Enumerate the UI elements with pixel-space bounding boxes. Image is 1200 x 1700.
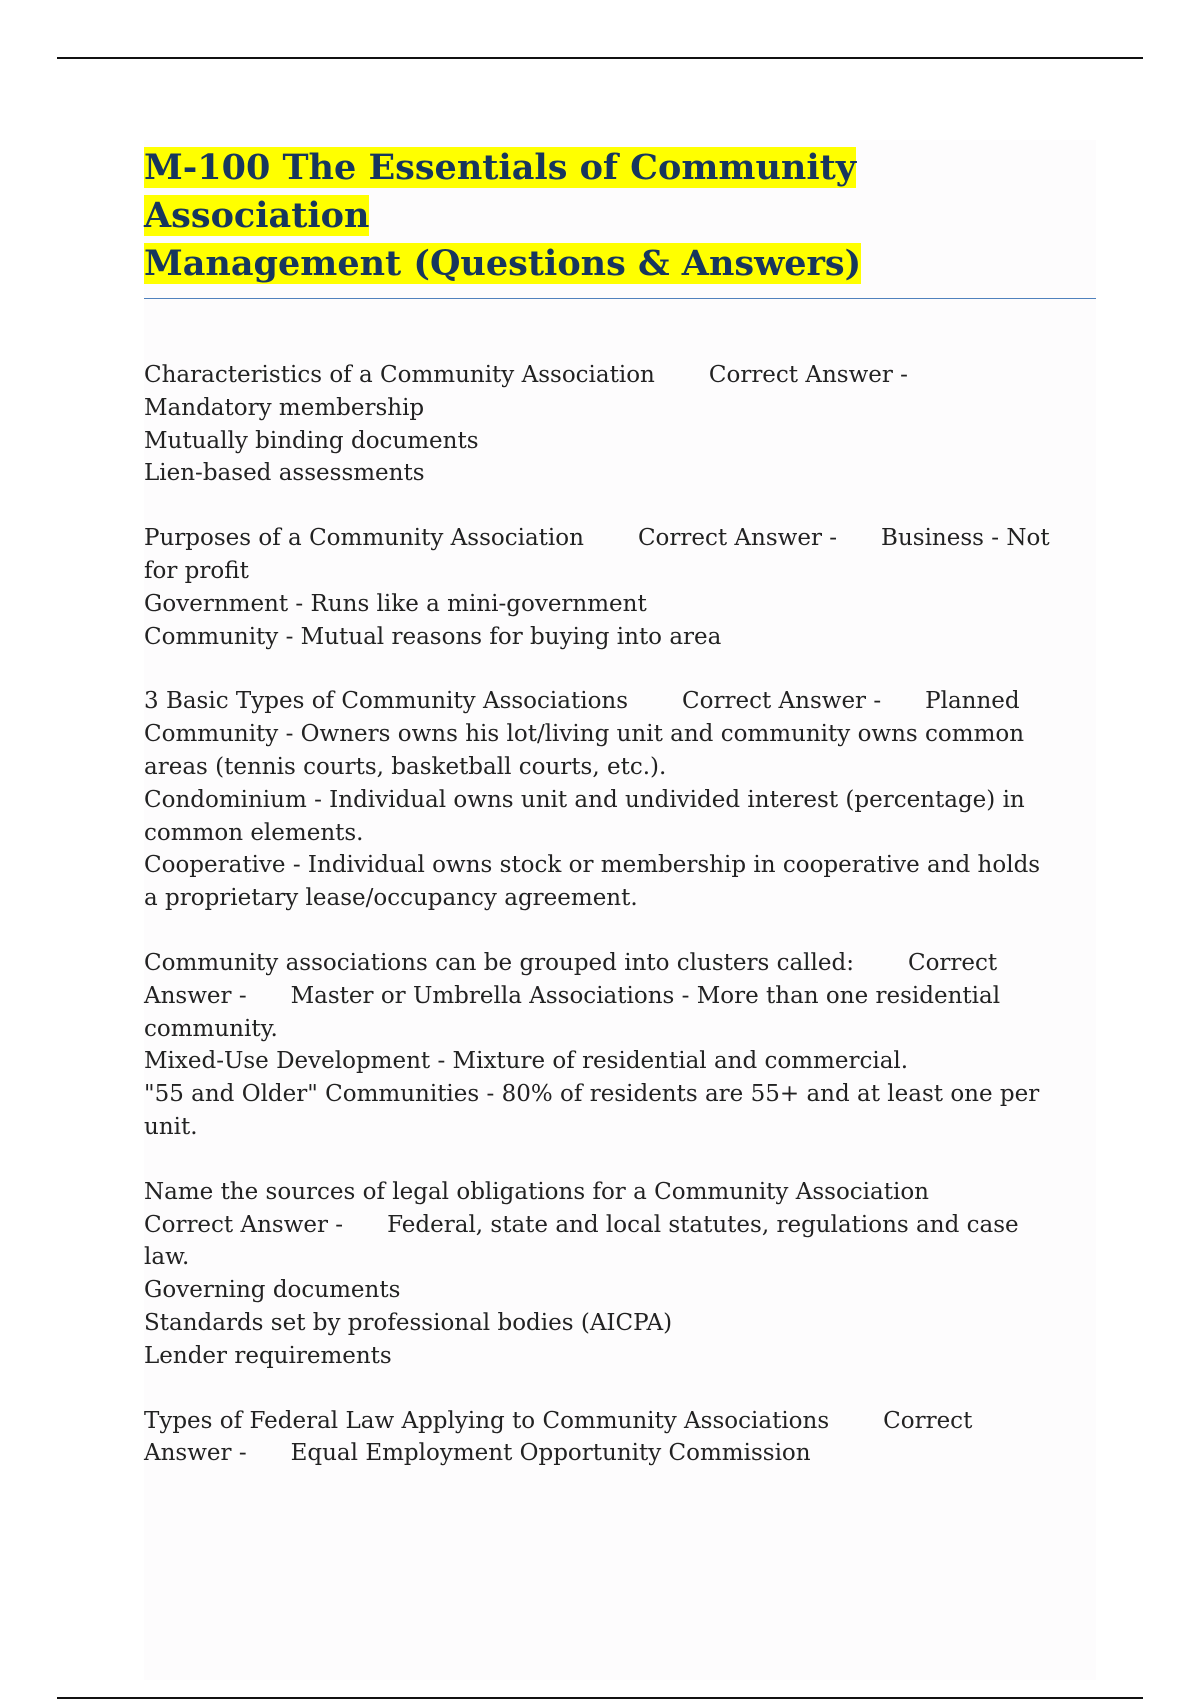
question-line: [144, 522, 1096, 555]
answer-line: "55 and Older" Communities - 80% of residents are 55+ and at least one per: [144, 1081, 1040, 1108]
question-text: Characteristics of a Community Association: [144, 362, 655, 388]
title-block: [144, 140, 1096, 299]
answer-line: Governing documents: [144, 1277, 401, 1304]
answer-line: for profit: [144, 557, 249, 584]
answer-line: Lender requirements: [144, 1342, 392, 1369]
answer-label-part: Correct: [907, 949, 998, 976]
question-line: [144, 947, 1096, 980]
answer-label-part: Correct: [883, 1407, 973, 1434]
document-title: [144, 147, 861, 284]
answer-text: Master or Umbrella Associations - More than one residential: [290, 982, 1001, 1009]
answer-line: Condominium - Individual owns unit and undivided interest (percentage) in: [144, 786, 1025, 813]
answer-line: Mutually binding documents: [144, 427, 479, 454]
answer-line: a proprietary lease/occupancy agreement.: [144, 885, 638, 912]
answer-label: Correct Answer -: [708, 362, 908, 388]
question-line: [144, 685, 1096, 718]
answer-line: common elements.: [144, 819, 364, 846]
answer-line: Lien-based assessments: [144, 460, 425, 487]
question-line: [144, 1405, 1096, 1438]
title-line-1: M-100 The Essentials of Community Association: [144, 147, 857, 236]
question-line: Name the sources of legal obligations for a Community Association: [144, 1178, 929, 1205]
answer-label-part: Answer -: [144, 1440, 247, 1467]
qa-item-characteristics: [144, 359, 1096, 490]
answer-line: Government - Runs like a mini-government: [144, 590, 647, 617]
answer-line: [144, 1437, 1096, 1470]
header-rule: [57, 57, 1143, 59]
answer-line: Community - Mutual reasons for buying into area: [144, 623, 722, 650]
answer-text: Business - Not: [881, 525, 1050, 552]
question-text: 3 Basic Types of Community Associations: [144, 688, 629, 715]
qa-item-federal-law: [144, 1405, 1096, 1471]
answer-text: Federal, state and local statutes, regulations and case: [387, 1211, 1019, 1238]
answer-line: areas (tennis courts, basketball courts, etc.).: [144, 753, 667, 780]
answer-line: [144, 1209, 1096, 1242]
answer-label: Correct Answer -: [682, 688, 882, 715]
question-text: Community associations can be grouped into clusters called:: [144, 949, 854, 976]
answer-line: [144, 980, 1096, 1013]
qa-item-legal-obligations: [144, 1176, 1096, 1373]
answer-line: Mandatory membership: [144, 394, 425, 421]
footer-rule: [57, 1697, 1143, 1699]
answer-text: Equal Employment Opportunity Commission: [290, 1440, 811, 1467]
answer-label: Correct Answer -: [144, 1211, 344, 1238]
answer-line: Standards set by professional bodies (AICPA): [144, 1309, 673, 1336]
answer-line: Cooperative - Individual owns stock or membership in cooperative and holds: [144, 852, 1041, 879]
question-text: Types of Federal Law Applying to Community Associations: [144, 1407, 830, 1434]
answer-line: Community - Owners owns his lot/living unit and community owns common: [144, 721, 1025, 748]
question-line: [144, 359, 1096, 392]
qa-item-basic-types: [144, 685, 1096, 915]
answer-label-part: Answer -: [144, 982, 247, 1009]
document-page: [144, 140, 1096, 1680]
answer-line: law.: [144, 1244, 190, 1271]
answer-line: Mixed-Use Development - Mixture of residential and commercial.: [144, 1048, 909, 1075]
question-text: Purposes of a Community Association: [144, 525, 584, 552]
qa-list: [144, 359, 1096, 1470]
title-line-2: Management (Questions & Answers): [144, 243, 862, 284]
answer-line: community.: [144, 1015, 278, 1042]
answer-text: Planned: [925, 688, 1020, 715]
answer-label: Correct Answer -: [637, 525, 838, 552]
qa-item-purposes: [144, 522, 1096, 653]
qa-item-clusters: [144, 947, 1096, 1144]
answer-line: unit.: [144, 1113, 198, 1140]
